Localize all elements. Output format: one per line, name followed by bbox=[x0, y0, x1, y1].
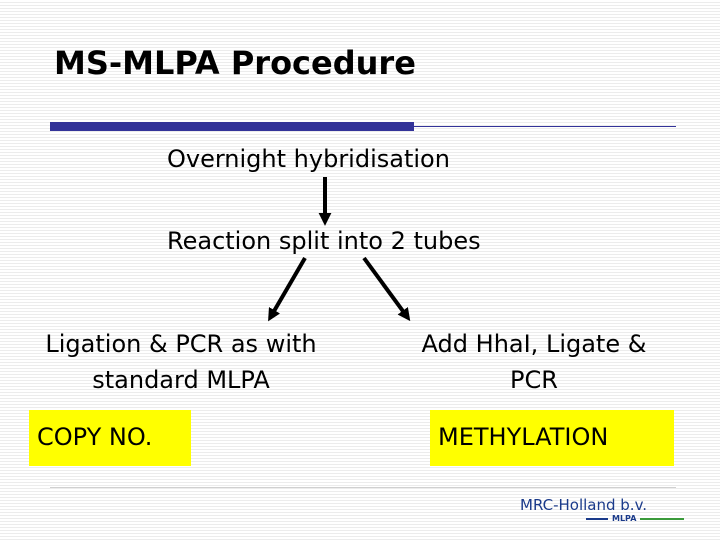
logo-line-left bbox=[586, 518, 608, 520]
step-hybridisation: Overnight hybridisation bbox=[167, 145, 450, 173]
copy-number-box: COPY NO. bbox=[29, 410, 191, 466]
logo-sub: MLPA bbox=[612, 514, 637, 523]
branch-left-line2: standard MLPA bbox=[92, 366, 270, 394]
branch-left-text bbox=[0, 326, 362, 398]
arrow-right-branch bbox=[364, 258, 408, 318]
logo-line-right bbox=[640, 518, 684, 520]
mrc-holland-logo bbox=[516, 494, 696, 534]
arrow-left-branch bbox=[270, 258, 305, 318]
branch-right-line1: Add HhaI, Ligate & bbox=[421, 330, 647, 358]
footer-divider bbox=[50, 487, 676, 488]
logo-name: MRC-Holland b.v. bbox=[520, 496, 648, 514]
step-reaction-split: Reaction split into 2 tubes bbox=[167, 227, 481, 255]
methylation-box: METHYLATION bbox=[430, 410, 674, 466]
branch-right-line2: PCR bbox=[510, 366, 558, 394]
branch-left-line1: Ligation & PCR as with bbox=[45, 330, 317, 358]
slide-title: MS-MLPA Procedure bbox=[54, 44, 416, 82]
branch-right-text bbox=[384, 326, 684, 398]
